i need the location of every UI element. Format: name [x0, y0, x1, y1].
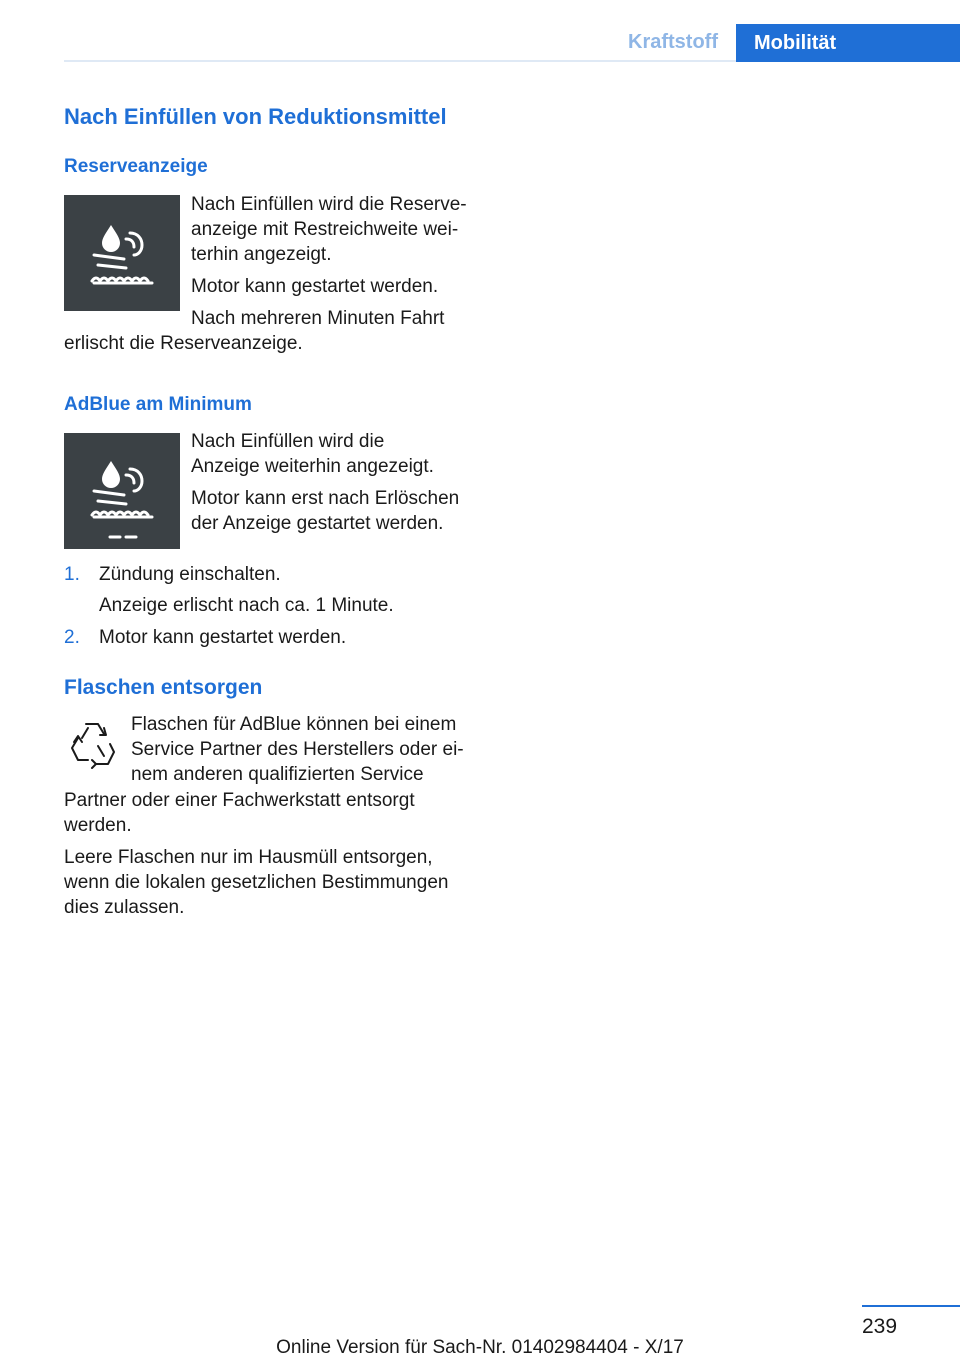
reserve-p1-line1: Nach Einfüllen wird die Reserve‐ [191, 194, 467, 215]
disposal-p2-line1: Leere Flaschen nur im Hausmüll entsorgen, [64, 847, 433, 868]
reserve-p1-line2: anzeige mit Restreichweite wei‐ [191, 219, 459, 240]
minimum-p1-line1: Nach Einfüllen wird die [191, 431, 385, 452]
step-2-number: 2. [64, 627, 80, 648]
minimum-heading: AdBlue am Minimum [64, 394, 252, 415]
disposal-p1-line1: Flaschen für AdBlue können bei einem [131, 714, 457, 735]
recycling-icon [64, 716, 120, 772]
minimum-p2-line2: der Anzeige gestartet werden. [191, 513, 444, 534]
step-1-subtext: Anzeige erlischt nach ca. 1 Minute. [99, 595, 394, 616]
disposal-p1-line3: nem anderen qualifizierten Service [131, 764, 424, 785]
minimum-p2-line1: Motor kann erst nach Erlöschen [191, 488, 460, 509]
step-2-text: Motor kann gestartet werden. [99, 627, 347, 648]
reserve-p1-line3: terhin angezeigt. [191, 244, 332, 265]
adblue-minimum-icon [64, 433, 180, 549]
reserve-p3-line2: erlischt die Reserveanzeige. [64, 333, 303, 354]
disposal-p1-line4: Partner oder einer Fachwerkstatt entsorgt [64, 790, 415, 811]
page-number: 239 [862, 1315, 898, 1338]
disposal-heading: Flaschen entsorgen [64, 676, 263, 699]
footer-rule [862, 1305, 960, 1307]
reserve-heading: Reserveanzeige [64, 156, 208, 177]
disposal-p2-line3: dies zulassen. [64, 897, 185, 918]
section-title: Nach Einfüllen von Reduktionsmittel [64, 104, 447, 129]
step-1-text: Zündung einschalten. [99, 564, 281, 585]
adblue-reserve-icon [64, 195, 180, 311]
disposal-p1-line5: werden. [64, 815, 132, 836]
disposal-p2-line2: wenn die lokalen gesetzlichen Bestimmungen [64, 872, 449, 893]
step-1-number: 1. [64, 564, 80, 585]
disposal-p1-line2: Service Partner des Herstellers oder ei‐ [131, 739, 464, 760]
tab-kraftstoff[interactable]: Kraftstoff [628, 31, 718, 53]
minimum-p1-line2: Anzeige weiterhin angezeigt. [191, 456, 434, 477]
reserve-p2: Motor kann gestartet werden. [191, 276, 439, 297]
footer-online-version: Online Version für Sach-Nr. 01402984404 - X/17 [276, 1337, 684, 1358]
tab-mobilitaet[interactable]: Mobilität [736, 24, 960, 62]
reserve-p3-line1: Nach mehreren Minuten Fahrt [191, 308, 445, 329]
